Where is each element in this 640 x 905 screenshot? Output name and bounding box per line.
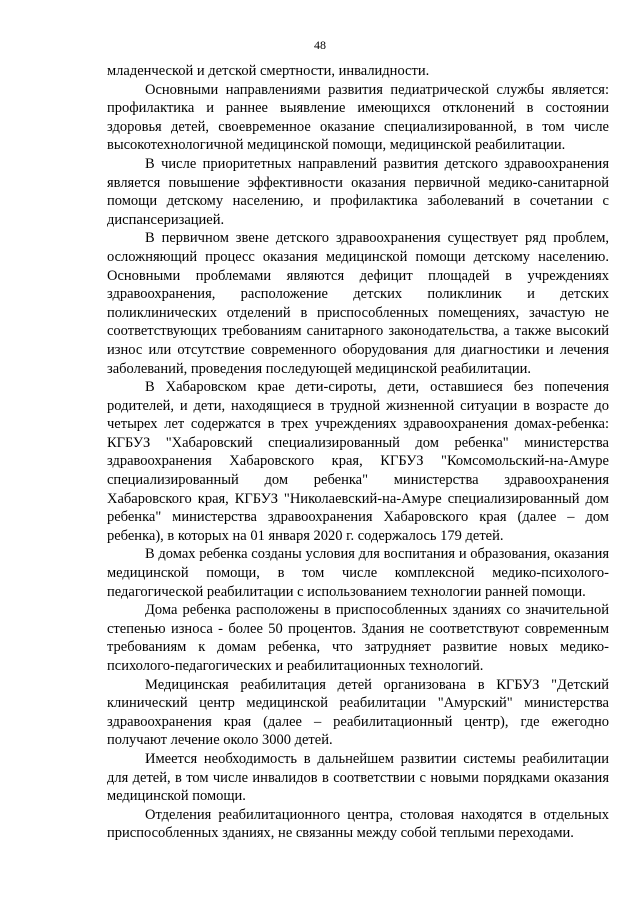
paragraph-homes-conditions: В домах ребенка созданы условия для воспитания и образования, оказания медицинской помощи, в том числе комплексной медико-психолого-педагогической реабилитации с использованием технологии ранней помощи. <box>107 546 609 600</box>
paragraph-rehabilitation-center: Медицинская реабилитация детей организована в КГБУЗ "Детский клинический центр медицинской реабилитации "Амурский" министерства здравоохранения края (далее – реабилитационный центр), где ежегодно получают лечение около 3000 детей. <box>107 676 609 749</box>
body-text <box>107 62 609 843</box>
paragraph-center-buildings: Отделения реабилитационного центра, столовая находятся в отдельных приспособленных зданиях, не связанны между собой теплыми переходами. <box>107 806 609 842</box>
paragraph-primary-care-problems: В первичном звене детского здравоохранения существует ряд проблем, осложняющий процесс оказания медицинской помощи детскому населению. Основными проблемами являются дефицит площадей в учреждениях здравоохранения, расположение детских поликлиник и детских поликлинических отделений в приспособленных помещениях, зачастую не соответствующих требованиям санитарного законодательства, а также высокий износ или отсутствие современного оборудования для диагностики и лечения заболеваний, проведения последующей медицинской реабилитации. <box>107 230 609 377</box>
paragraph-pediatric-directions: Основными направлениями развития педиатрической службы является: профилактика и раннее выявление имеющихся отклонений в состоянии здоровья детей, своевременное оказание специализированной, в том числе высокотехнологичной медицинской помощи, медицинской реабилитации. <box>107 81 609 154</box>
paragraph-buildings-wear: Дома ребенка расположены в приспособленных зданиях со значительной степенью износа - более 50 процентов. Здания не соответствуют современным требованиям к домам ребенка, что затрудняет развитие новых медико-психолого-педагогических и реабилитационных технологий. <box>107 602 609 674</box>
paragraph-orphan-homes: В Хабаровском крае дети-сироты, дети, оставшиеся без попечения родителей, и дети, находящиеся в трудной жизненной ситуации в возрасте до четырех лет содержатся в трех учреждениях здравоохранения домах-ребенка: КГБУЗ "Хабаровский специализированный дом ребенка" министерства здравоохранения Хабаровского края, КГБУЗ "Комсомольский-на-Амуре специализированный дом ребенка" министерства здравоохранения Хабаровского края, КГБУЗ "Николаевский-на-Амуре специализированный дом ребенка" министерства здравоохранения Хабаровского края (далее – дом ребенка), в которых на 01 января 2020 г. содержалось 179 детей. <box>107 379 609 544</box>
page-number: 48 <box>314 38 326 52</box>
paragraph-rehabilitation-development: Имеется необходимость в дальнейшем развитии системы реабилитации для детей, в том числе инвалидов в соответствии с новыми порядками оказания медицинской помощи. <box>107 750 609 805</box>
paragraph-priority-directions: В числе приоритетных направлений развития детского здравоохранения является повышение эффективности оказания первичной медико-санитарной помощи детскому населению, и профилактика заболеваний в сочетании с диспансеризацией. <box>107 155 609 228</box>
paragraph-continuation: младенческой и детской смертности, инвалидности. <box>107 63 430 79</box>
